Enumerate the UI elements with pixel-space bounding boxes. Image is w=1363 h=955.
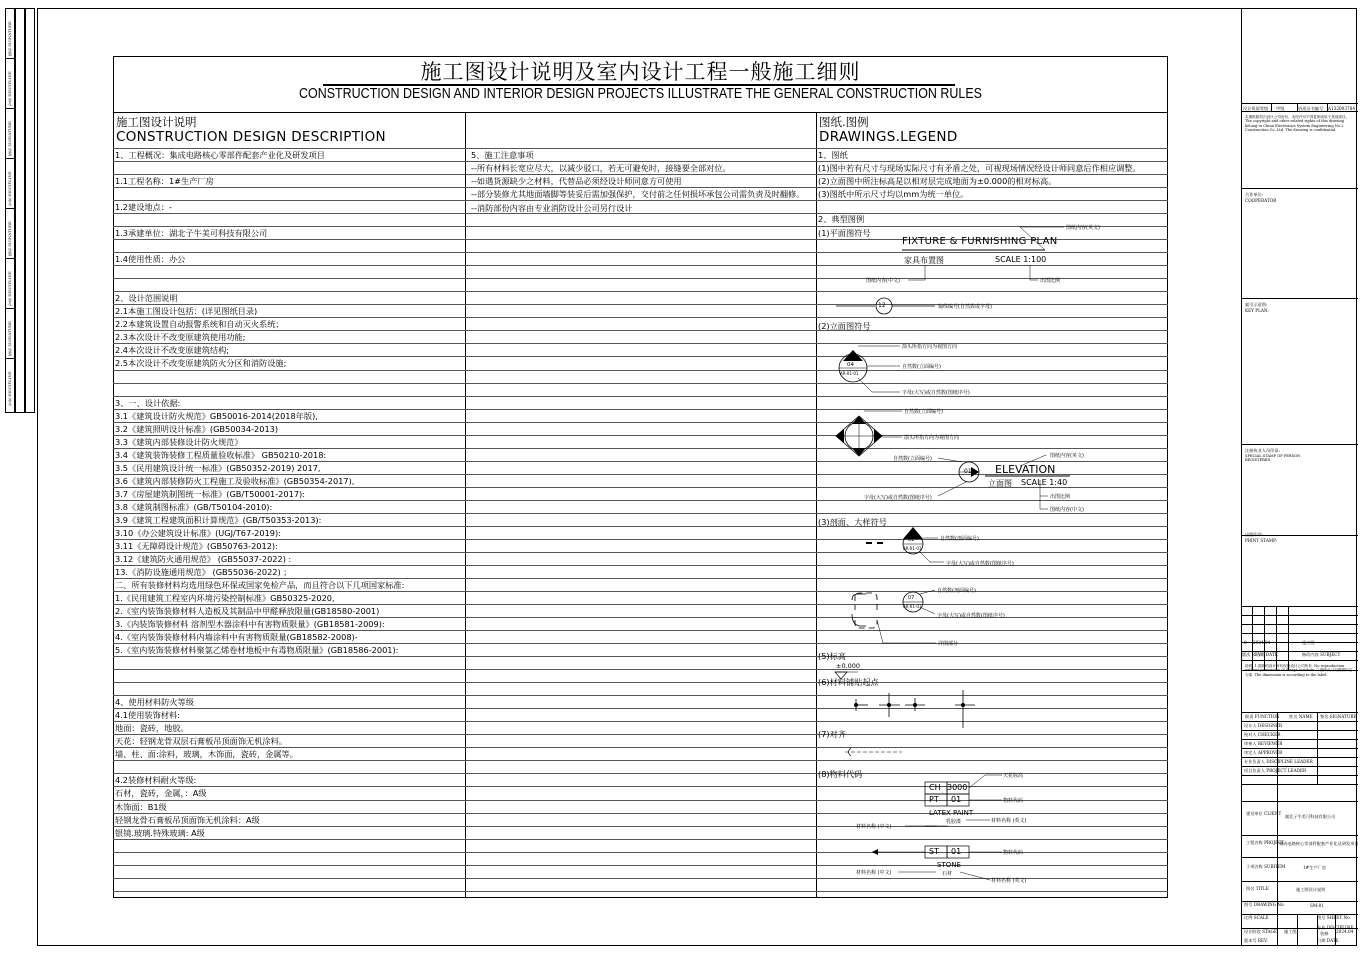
discipline-value: 装修: [1320, 931, 1329, 936]
note-line: 3.11《无障碍设计规范》(GB50763-2012):: [115, 540, 278, 551]
code3-num: 01: [951, 847, 962, 856]
print-stamp-cn: 出图印章:: [1245, 532, 1264, 537]
rev-desc: 施工图: [1302, 640, 1315, 645]
stage-value: 施工图: [1284, 929, 1297, 934]
elevation-title-en: ELEVATION: [995, 463, 1056, 476]
rev-number: 0: [1244, 640, 1247, 645]
rev-header: 版次 REV.: [1242, 652, 1262, 657]
sheet-label: 图号 SHEET No.: [1317, 915, 1351, 920]
note-line: 3.10《办公建筑设计标准》(UGJ/T67-2019):: [115, 527, 281, 538]
cert-no: A132003784: [1328, 106, 1356, 111]
latex-cn: 乳胶漆: [946, 819, 962, 825]
stamp-cn: 注册执业人员印章:: [1245, 448, 1280, 453]
note-line: --所有材料长宽应尽大，以减少驳口，若无可避免时，接缝要全部对位。: [471, 163, 731, 174]
note-line: (2)立面图中所注标高是以相对层完成地面为±0.000的相对标高。: [818, 176, 1057, 187]
role-label: 项目负责人 PROJECT LEADER: [1244, 768, 1307, 773]
note-line: 3.4《建筑装饰装修工程质量验收标准》 GB50210-2018:: [115, 449, 327, 460]
plan-note-top: 图纸内容(英文): [1066, 225, 1100, 231]
discipline-label: 专业 DISCIPLINE: [1317, 925, 1354, 930]
note-line: 银镜.玻璃.特殊玻璃: A级: [115, 827, 205, 838]
elevation-head: (2)立面图符号: [818, 321, 871, 331]
note-line: 二、所有装修材料均选用绿色环保或国家免检产品，而且符合以下几项国家标准:: [115, 579, 405, 590]
elevation-title-cn: 立面图: [988, 479, 1012, 488]
align-head: (7)对齐: [818, 729, 846, 739]
page-title-cn: 施工图设计说明及室内设计工程一般施工细则: [420, 60, 861, 84]
elevation-sheet: AR-01-01: [840, 371, 859, 376]
drawing-notes: 说明: 1.图纸的设计所有权归设计公司所有. No reproduction without permission of design institute. 2.图中尺寸以图面标注为准. The dimension is according to the label.: [1245, 664, 1353, 677]
note-line: 3.6《建筑内部装修防火工程施工及验收标准》(GB50354-2017),: [115, 475, 355, 486]
note-line: 3.1《建筑设计防火规范》GB50016-2014(2018年版),: [115, 410, 318, 421]
axis-note: 轴线编号(自然数或字母): [938, 304, 992, 310]
plan-note-right: 出图比例: [1040, 278, 1061, 284]
strip-label: 专业 DISCIPLINE: [7, 371, 12, 406]
note-line: 1.4使用性质：办公: [115, 254, 186, 265]
code-head: (8)物料代码: [818, 769, 863, 779]
note-line: 13.《消防设施通用规范》 (GB55036-2022) ；: [115, 566, 292, 577]
stone-note-left: 材料名称 (中文): [856, 870, 892, 876]
note-line: 4.《室内装饰装修材料内墙涂料中有害物质限量(GB18582-2008)-: [115, 632, 358, 643]
code3-prefix: ST: [929, 847, 939, 856]
date-value: 2024.04: [1336, 929, 1354, 934]
section-note: 字母(大写)或自然数(图纸序号): [946, 561, 1014, 567]
subitem-label: 子项名称 SUBITEM: [1246, 864, 1286, 869]
client-label: 建设单位 CLIENT: [1246, 811, 1282, 816]
note-line: --如遇货源缺少之材料，代替品必须经设计师同意方可使用: [471, 176, 682, 187]
note-line: 3.8《建筑制图标准》(GB/T50104-2010):: [115, 501, 273, 512]
stone-note-right: 材料名称 (英文): [991, 878, 1027, 884]
note-line: 1.2建设地点：-: [115, 202, 172, 213]
strip-label: 签名 SIGNATURE: [7, 121, 12, 156]
copyright-note: 本图纸版权归设计公司所有，未经许可不得复制或用于其他项目。The copyright and other related rights of this drawing belong to China Electronics System Engineering No.2 Construction Co.,Ltd. The drawing is confidential.: [1245, 115, 1350, 133]
note-line: 1.1工程名称：1#生产厂房: [115, 176, 214, 187]
code3-note-right: 物料代码: [1003, 850, 1024, 856]
note-line: 3.12《建筑防火通用规范》 (GB55037-2022) :: [115, 553, 292, 564]
elev-note: 自然数(立面编号): [902, 364, 941, 370]
note-line: 3.7《房屋建筑制图统一标准》(GB/T50001-2017):: [115, 488, 305, 499]
role-label: 审定人 APPROVER: [1244, 750, 1283, 755]
note-line: 5、施工注意事项: [471, 150, 534, 160]
code1-num: 3000: [947, 783, 968, 792]
note-line: 石材，瓷砖，金属，：A级: [115, 788, 207, 799]
project-label: 工程名称 PROJECT: [1246, 840, 1285, 845]
title-value: 施工图设计说明: [1296, 887, 1326, 892]
rev-date: 2024.04: [1253, 640, 1271, 645]
elevation-note-en: 图纸内容(英文): [1050, 453, 1084, 459]
detail-sheet: AR-01-01: [903, 604, 922, 609]
plan-symbol-scale: SCALE 1:100: [995, 255, 1047, 264]
note-line: 4.1使用装饰材料:: [115, 710, 180, 721]
drawing-no: SM-01: [1310, 903, 1324, 908]
detail-note: 字母(大写)或自然数(图纸序号): [937, 613, 1005, 619]
page-title-en: CONSTRUCTION DESIGN AND INTERIOR DESIGN PROJECTS ILLUSTRATE THE GENERAL CONSTRUCTION RULES: [299, 86, 982, 102]
note-line: 5.《室内装饰装修材料聚氯乙烯卷材地板中有毒物质限量》(GB18586-2001):: [115, 645, 399, 656]
project-value: 集成电路核心零部件配套产业化及研发项目: [1279, 841, 1359, 846]
note-line: 2.1本施工图设计包括：(详见图纸目录): [115, 306, 258, 317]
latex-note-right: 材料名称 (英文): [991, 818, 1027, 824]
detail-note: 详图部分: [938, 641, 959, 647]
note-line: 2、典型图例: [818, 214, 865, 224]
cooperator-en: COOPERATOR: [1245, 198, 1277, 203]
stage-label: 设计阶段 STAGE: [1244, 929, 1277, 934]
roles-head: 职责 FUNCTION: [1245, 714, 1280, 719]
detail-note: 自然数(剖面编号): [937, 588, 976, 594]
material-point-head: (6)材料铺贴起点: [818, 677, 879, 687]
elevation-note-num: 自然数(立面编号): [893, 456, 932, 462]
role-label: 专业负责人 DISCIPLINE LEADER: [1244, 759, 1313, 764]
stone-en: STONE: [937, 861, 961, 869]
col3-head-en: DRAWINGS.LEGEND: [819, 129, 958, 145]
strip-label: 签名 SIGNATURE: [7, 321, 12, 356]
cert-value: 甲级: [1276, 106, 1285, 111]
code1-prefix: CH: [929, 783, 941, 792]
title-label: 图名 TITLE: [1246, 886, 1269, 891]
role-label: 审核人 REVIEWER: [1244, 741, 1283, 746]
plan-symbol-title-en: FIXTURE & FURNISHING PLAN: [902, 236, 1058, 247]
rev-header: 日期 DATE: [1256, 652, 1278, 657]
elevation-scale: SCALE 1:40: [1021, 478, 1068, 487]
section-sheet: AR-01-01: [903, 546, 922, 551]
note-line: 地面：瓷砖，地胶。: [115, 723, 189, 734]
note-line: 1.《民用建筑工程室内环境污染控制标准》GB50325-2020,: [115, 593, 335, 604]
code2-num: 01: [951, 795, 962, 804]
note-line: 3、一、设计依据:: [115, 397, 181, 408]
section-note: 自然数(剖面编号): [940, 536, 979, 542]
cooperator-cn: 合作单位:: [1245, 192, 1264, 197]
code1-note-top: 天花标高: [1003, 773, 1024, 779]
plan-note-left: 图纸内容(中文): [866, 278, 900, 284]
note-line: 2.2本建筑设置自动报警系统和自动灭火系统；: [115, 319, 284, 330]
note-line: (1)平面图符号: [818, 228, 871, 238]
strip-label: 专业 DISCIPLINE: [7, 71, 12, 106]
note-line: 4、使用材料防火等级: [115, 697, 194, 708]
strip-label: 签名 SIGNATURE: [7, 221, 12, 256]
elev-note: 自然数(立面编号): [904, 409, 943, 415]
elevation-note-scale: 出图比例: [1050, 494, 1071, 500]
level-head: (5)标高: [818, 651, 846, 661]
elev-note: 字母(大写)或自然数(图纸序号): [902, 390, 970, 396]
note-line: 墙、柱、面:涂料，玻璃，木饰面，瓷砖，金属等。: [115, 749, 298, 760]
axis-number: 12: [878, 302, 886, 309]
note-line: 3.《内装饰装修材料 溶剂型木器涂料中有害物质限量》(GB18581-2009):: [115, 619, 385, 630]
note-line: 1.3承建单位：湖北子牛美可科技有限公司: [115, 228, 268, 239]
note-line: 2.《室内装饰装修材料人造板及其制品中甲醛释放限量(GB18580-2001): [115, 606, 380, 617]
subitem-value: 1#生产厂房: [1303, 865, 1326, 870]
note-line: 轻钢龙骨石膏板吊顶面饰无机涂料：A级: [115, 814, 260, 825]
note-line: (3)图纸中所示尺寸均以mm为统一单位。: [818, 189, 969, 200]
drawing-no-label: 图号 DRAWING No.: [1244, 902, 1285, 907]
level-value: ±0.000: [836, 662, 861, 670]
elevation-note-cn: 图纸内容(中文): [1050, 507, 1084, 513]
roles-head: 姓名 NAME: [1289, 714, 1313, 719]
print-stamp-en: PRINT STAMP:: [1245, 538, 1278, 543]
scale-label: 比例 SCALE: [1244, 915, 1269, 920]
section-number: 01: [908, 537, 915, 543]
note-line: (1)图中若有尺寸与现场实际尺寸有矛盾之处，可视现场情况经设计师同意后作相应调整。: [818, 163, 1141, 174]
note-line: --部分装修尤其地面墙脚等装妥后需加强保护，交付前之任何损坏承包公司需负责及时翻修。: [471, 189, 805, 200]
note-line: 1、图纸: [818, 150, 848, 160]
elev-note: 箭头所指方向为视图方向: [904, 435, 960, 441]
stone-cn: 石材: [942, 871, 953, 877]
note-line: 木饰面：B1级: [115, 801, 167, 812]
strip-label: 签名 SIGNATURE: [7, 21, 12, 56]
note-line: 3.3《建筑内部装修设计防火规范》: [115, 436, 243, 447]
note-line: 4.2装修材料耐火等级:: [115, 775, 197, 786]
section-head: (3)剖面、大样符号: [818, 517, 887, 527]
note-line: 2.5本次设计不改变原建筑防火分区和消防设施;: [115, 358, 287, 369]
keyplan-cn: 索引示意图:: [1245, 302, 1268, 307]
note-line: 2.3本次设计不改变原建筑使用功能;: [115, 332, 246, 343]
stamp-en: SPECIAL STAMP OF PERSON REGISTERED: [1245, 454, 1301, 463]
strip-label: 专业 DISCIPLINE: [7, 171, 12, 206]
note-line: 2、设计范围说明: [115, 293, 178, 304]
note-line: 天花：轻钢龙骨双层石膏板吊顶面饰无机涂料。: [115, 736, 287, 747]
cert-no-label: 资质证书编号: [1298, 106, 1324, 111]
latex-note-left: 材料名称 (中文): [856, 824, 892, 830]
date-label: 日期 DATE: [1317, 938, 1339, 943]
note-line: 1、工程概况：集成电路核心零部件配套产业化及研发项目: [115, 150, 325, 160]
code2-prefix: PT: [929, 795, 939, 804]
rev-header: 修改内容 SUBJECT: [1302, 652, 1341, 657]
note-line: 3.9《建筑工程建筑面积计算规范》(GB/T50353-2013):: [115, 514, 322, 525]
plan-symbol-title-cn: 家具布置图: [904, 256, 944, 265]
elevation-note-letter: 字母(大写)或自然数(图纸序号): [864, 495, 932, 501]
col1-head-en: CONSTRUCTION DESIGN DESCRIPTION: [116, 129, 386, 145]
elevation-code: 04: [847, 362, 854, 368]
note-line: 3.2《建筑照明设计标准》(GB50034-2013): [115, 423, 279, 434]
version-label: 版本号 REV.: [1244, 938, 1268, 943]
col3-head-cn: 图纸.图例: [819, 115, 869, 129]
note-line: 3.5《民用建筑设计统一标准》(GB50352-2019) 2017,: [115, 462, 321, 473]
elev-note: 箭头所指方向为视图方向: [902, 344, 958, 350]
note-line: --消防部份内容由专业消防设计公司另行设计: [471, 203, 633, 213]
elevation-number: 01: [964, 468, 972, 475]
note-line: 2.4本次设计不改变原建筑结构;: [115, 345, 230, 356]
latex-en: LATEX PAINT: [929, 809, 974, 817]
cert-label: 设计资质等级: [1243, 106, 1269, 111]
keyplan-en: KEY PLAN:: [1245, 308, 1269, 313]
roles-head: 签名 SIGNATURE: [1320, 714, 1357, 719]
client-value: 湖北子牛美可科技有限公司: [1285, 814, 1336, 819]
strip-label: 专业 DISCIPLINE: [7, 271, 12, 306]
col1-head-cn: 施工图设计说明: [116, 115, 197, 129]
role-label: 设计人 DESIGNER: [1244, 723, 1283, 728]
detail-number: 07: [908, 595, 915, 601]
role-label: 校对人 CHECKER: [1244, 732, 1281, 737]
code1-note-right: 物料代码: [1003, 798, 1024, 804]
